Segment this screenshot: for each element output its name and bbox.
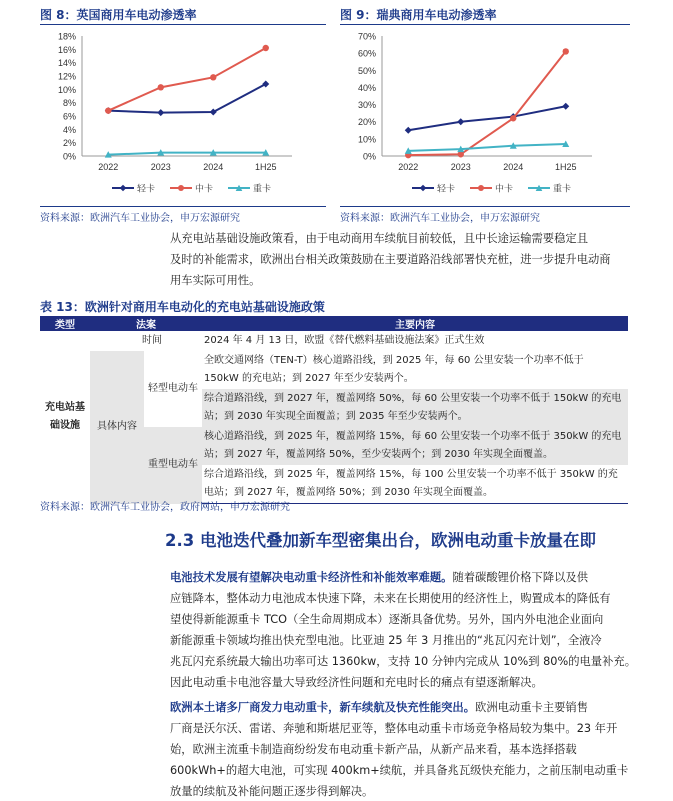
data-point — [158, 84, 164, 90]
paragraph-line: 因此电动重卡电池容量大导致经济性问题和充电时长的痛点有望逐渐解决。 — [170, 676, 543, 689]
paragraph-line: 用车实际可用性。 — [170, 274, 261, 287]
paragraph-line: 从充电站基础设施政策看，由于电动商用车续航目前较低，且中长途运输需要稳定且 — [170, 232, 588, 245]
y-tick-label: 6% — [62, 111, 76, 122]
paragraph-text: 欧洲电动重卡主要销售 — [475, 701, 589, 714]
y-tick-label: 2% — [62, 138, 76, 149]
row-line: 综合道路沿线，到 2025 年，覆盖网络 15%，每 100 公里安装一个功率不低于 350kW 的充 — [204, 469, 618, 480]
fig8-title-rule — [40, 24, 326, 25]
legend-label: 轻卡 — [137, 184, 156, 195]
paragraph-line: 厂商是沃尔沃、雷诺、奔驰和斯堪尼亚等，整体电动重卡市场竞争格局较为集中。23 年开 — [170, 722, 618, 735]
data-point — [510, 115, 516, 121]
series-line-中卡 — [408, 51, 566, 155]
data-point — [562, 103, 569, 110]
data-point — [405, 127, 412, 134]
header-content: 主要内容 — [202, 316, 628, 331]
legend-label: 重卡 — [553, 184, 572, 195]
manufacturer-paragraph — [170, 697, 640, 801]
table-row — [40, 351, 628, 389]
x-tick-label: 2024 — [203, 162, 224, 172]
fig9-source-rule — [340, 206, 630, 207]
policy-table — [40, 316, 628, 504]
y-tick-label: 30% — [357, 100, 376, 111]
series-line-轻卡 — [408, 106, 566, 130]
legend-label: 轻卡 — [437, 184, 456, 195]
paragraph-line: 兆瓦闪充系统最大输出功率可达 1360kw，支持 10 分钟内完成从 10%到 80%的电量补充。 — [170, 655, 636, 668]
y-tick-label: 10% — [357, 134, 376, 145]
data-point — [157, 109, 164, 116]
x-tick-label: 2024 — [503, 162, 524, 172]
legend-marker — [120, 185, 127, 192]
y-tick-label: 12% — [57, 71, 76, 82]
type-label: 充电站基础设施 — [45, 402, 85, 432]
header-type: 类型 — [40, 316, 90, 331]
series-line-重卡 — [108, 153, 266, 155]
light-vehicle-label: 轻型电动车 — [148, 383, 198, 394]
data-point — [457, 118, 464, 125]
x-tick-label: 2022 — [398, 162, 419, 172]
data-point — [563, 48, 569, 54]
paragraph-lead: 电池技术发展有望解决电动重卡经济性和补能效率难题。 — [170, 571, 453, 584]
series-line-轻卡 — [108, 84, 266, 113]
type-cell — [40, 331, 90, 504]
y-tick-label: 4% — [62, 124, 76, 135]
paragraph-line: 应链降本，整体动力电池成本快速下降，未来在长期使用的经济性上，购置成本的降低有 — [170, 592, 611, 605]
paragraph-line — [170, 567, 640, 588]
row-line: 站；到 2027 年，覆盖网络 50%，至少安装两个；到 2030 年实现全面覆盖。 — [204, 449, 554, 460]
y-tick-label: 18% — [57, 31, 76, 42]
paragraph-text: 随着碳酸锂价格下降以及供 — [452, 571, 589, 584]
row-line: 综合道路沿线，到 2027 年，覆盖网络 50%，每 60 公里安装一个功率不低于 150kW 的充电 — [204, 393, 622, 404]
legend-marker — [420, 185, 427, 192]
x-tick-label: 1H25 — [254, 162, 277, 172]
data-point — [262, 81, 269, 88]
heavy-vehicle-label: 重型电动车 — [144, 427, 202, 504]
paragraph-line: 始，欧洲主流重卡制造商纷纷发布电动重卡新产品，从新产品来看，基本选择搭载 — [170, 743, 577, 756]
fig8-title: 图 8：英国商用车电动渗透率 — [40, 8, 197, 22]
x-tick-label: 2023 — [450, 162, 471, 172]
paragraph-line: 放量的续航及补能问题正逐步得到解决。 — [170, 785, 374, 798]
y-tick-label: 60% — [357, 48, 376, 59]
row-line: 核心道路沿线，到 2025 年，覆盖网络 15%，每 60 公里安装一个功率不低于 350kW 的充电 — [204, 431, 622, 442]
fig8-line-chart — [40, 28, 330, 202]
paragraph-line: 新能源重卡领域均推出快充型电池。比亚迪 25 年 3 月推出的“兆瓦闪充计划”，全液冷 — [170, 634, 602, 647]
fig9-source: 资料来源：欧洲汽车工业协会，申万宏源研究 — [340, 213, 540, 224]
y-tick-label: 8% — [62, 98, 76, 109]
legend-label: 重卡 — [253, 184, 272, 195]
paragraph-line — [170, 697, 640, 718]
row-line: 电站；到 2027 年，覆盖网络 50%；到 2030 年实现全面覆盖。 — [204, 487, 494, 498]
data-point — [210, 109, 217, 116]
y-tick-label: 70% — [357, 31, 376, 42]
legend-label: 中卡 — [195, 184, 214, 195]
fig8-source: 资料来源：欧洲汽车工业协会，申万宏源研究 — [40, 213, 240, 224]
paragraph-line: 望使得新能源重卡 TCO（全生命周期成本）逐渐具备优势。另外，国内外电池企业面向 — [170, 613, 604, 626]
legend-label: 中卡 — [495, 184, 514, 195]
y-tick-label: 40% — [357, 82, 376, 93]
table-row — [40, 331, 628, 351]
light-row-1 — [202, 351, 628, 389]
heavy-row-1 — [202, 427, 628, 465]
table13-source: 资料来源：欧洲汽车工业协会，政府网站，申万宏源研究 — [40, 502, 290, 513]
row-line: 全欧交通网络（TEN-T）核心道路沿线，到 2025 年，每 60 公里安装一个功率不低于 — [204, 355, 584, 366]
legend-marker — [178, 185, 184, 191]
series-line-中卡 — [108, 48, 266, 111]
y-tick-label: 14% — [57, 58, 76, 69]
x-tick-label: 1H25 — [554, 162, 577, 172]
data-point — [105, 107, 111, 113]
battery-paragraph — [170, 567, 640, 693]
paragraph-line: 600kWh+的超大电池，可实现 400km+续航，并具备兆瓦级快充能力，之前压制电动重卡 — [170, 764, 629, 777]
y-tick-label: 20% — [357, 117, 376, 128]
fig9-title-rule — [340, 24, 630, 25]
x-tick-label: 2022 — [98, 162, 119, 172]
x-tick-label: 2023 — [150, 162, 171, 172]
fig9-title: 图 9：瑞典商用车电动渗透率 — [340, 8, 497, 22]
table-header-row — [40, 316, 628, 331]
header-law: 法案 — [90, 316, 202, 331]
time-value: 2024 年 4 月 13 日，欧盟《替代燃料基础设施法案》正式生效 — [204, 335, 485, 346]
paragraph-line: 及时的补能需求，欧洲出台相关政策鼓励在主要道路沿线部署快充桩，进一步提升电动商 — [170, 253, 611, 266]
light-row-2 — [202, 389, 628, 427]
row-line: 150kW 的充电站；到 2027 年至少安装两个。 — [204, 373, 414, 384]
data-point — [263, 45, 269, 51]
detail-label: 具体内容 — [90, 351, 144, 504]
row-line: 站；到 2030 年实现全面覆盖；到 2035 年至少安装两个。 — [204, 411, 468, 422]
legend-marker — [478, 185, 484, 191]
series-line-重卡 — [408, 144, 566, 151]
y-tick-label: 10% — [57, 84, 76, 95]
section-heading: 2.3 电池迭代叠加新车型密集出台，欧洲电动重卡放量在即 — [165, 531, 596, 550]
y-tick-label: 0% — [362, 151, 376, 162]
paragraph-lead: 欧洲本土诸多厂商发力电动重卡，新车续航及快充性能突出。 — [170, 701, 476, 714]
data-point — [210, 74, 216, 80]
fig8-source-rule — [40, 206, 326, 207]
infrastructure-paragraph — [170, 228, 630, 291]
table13-title: 表 13：欧洲针对商用车电动化的充电站基础设施政策 — [40, 300, 325, 314]
time-label: 时间 — [142, 335, 162, 346]
y-tick-label: 0% — [62, 151, 76, 162]
y-tick-label: 50% — [357, 65, 376, 76]
fig9-line-chart — [340, 28, 630, 202]
y-tick-label: 16% — [57, 44, 76, 55]
